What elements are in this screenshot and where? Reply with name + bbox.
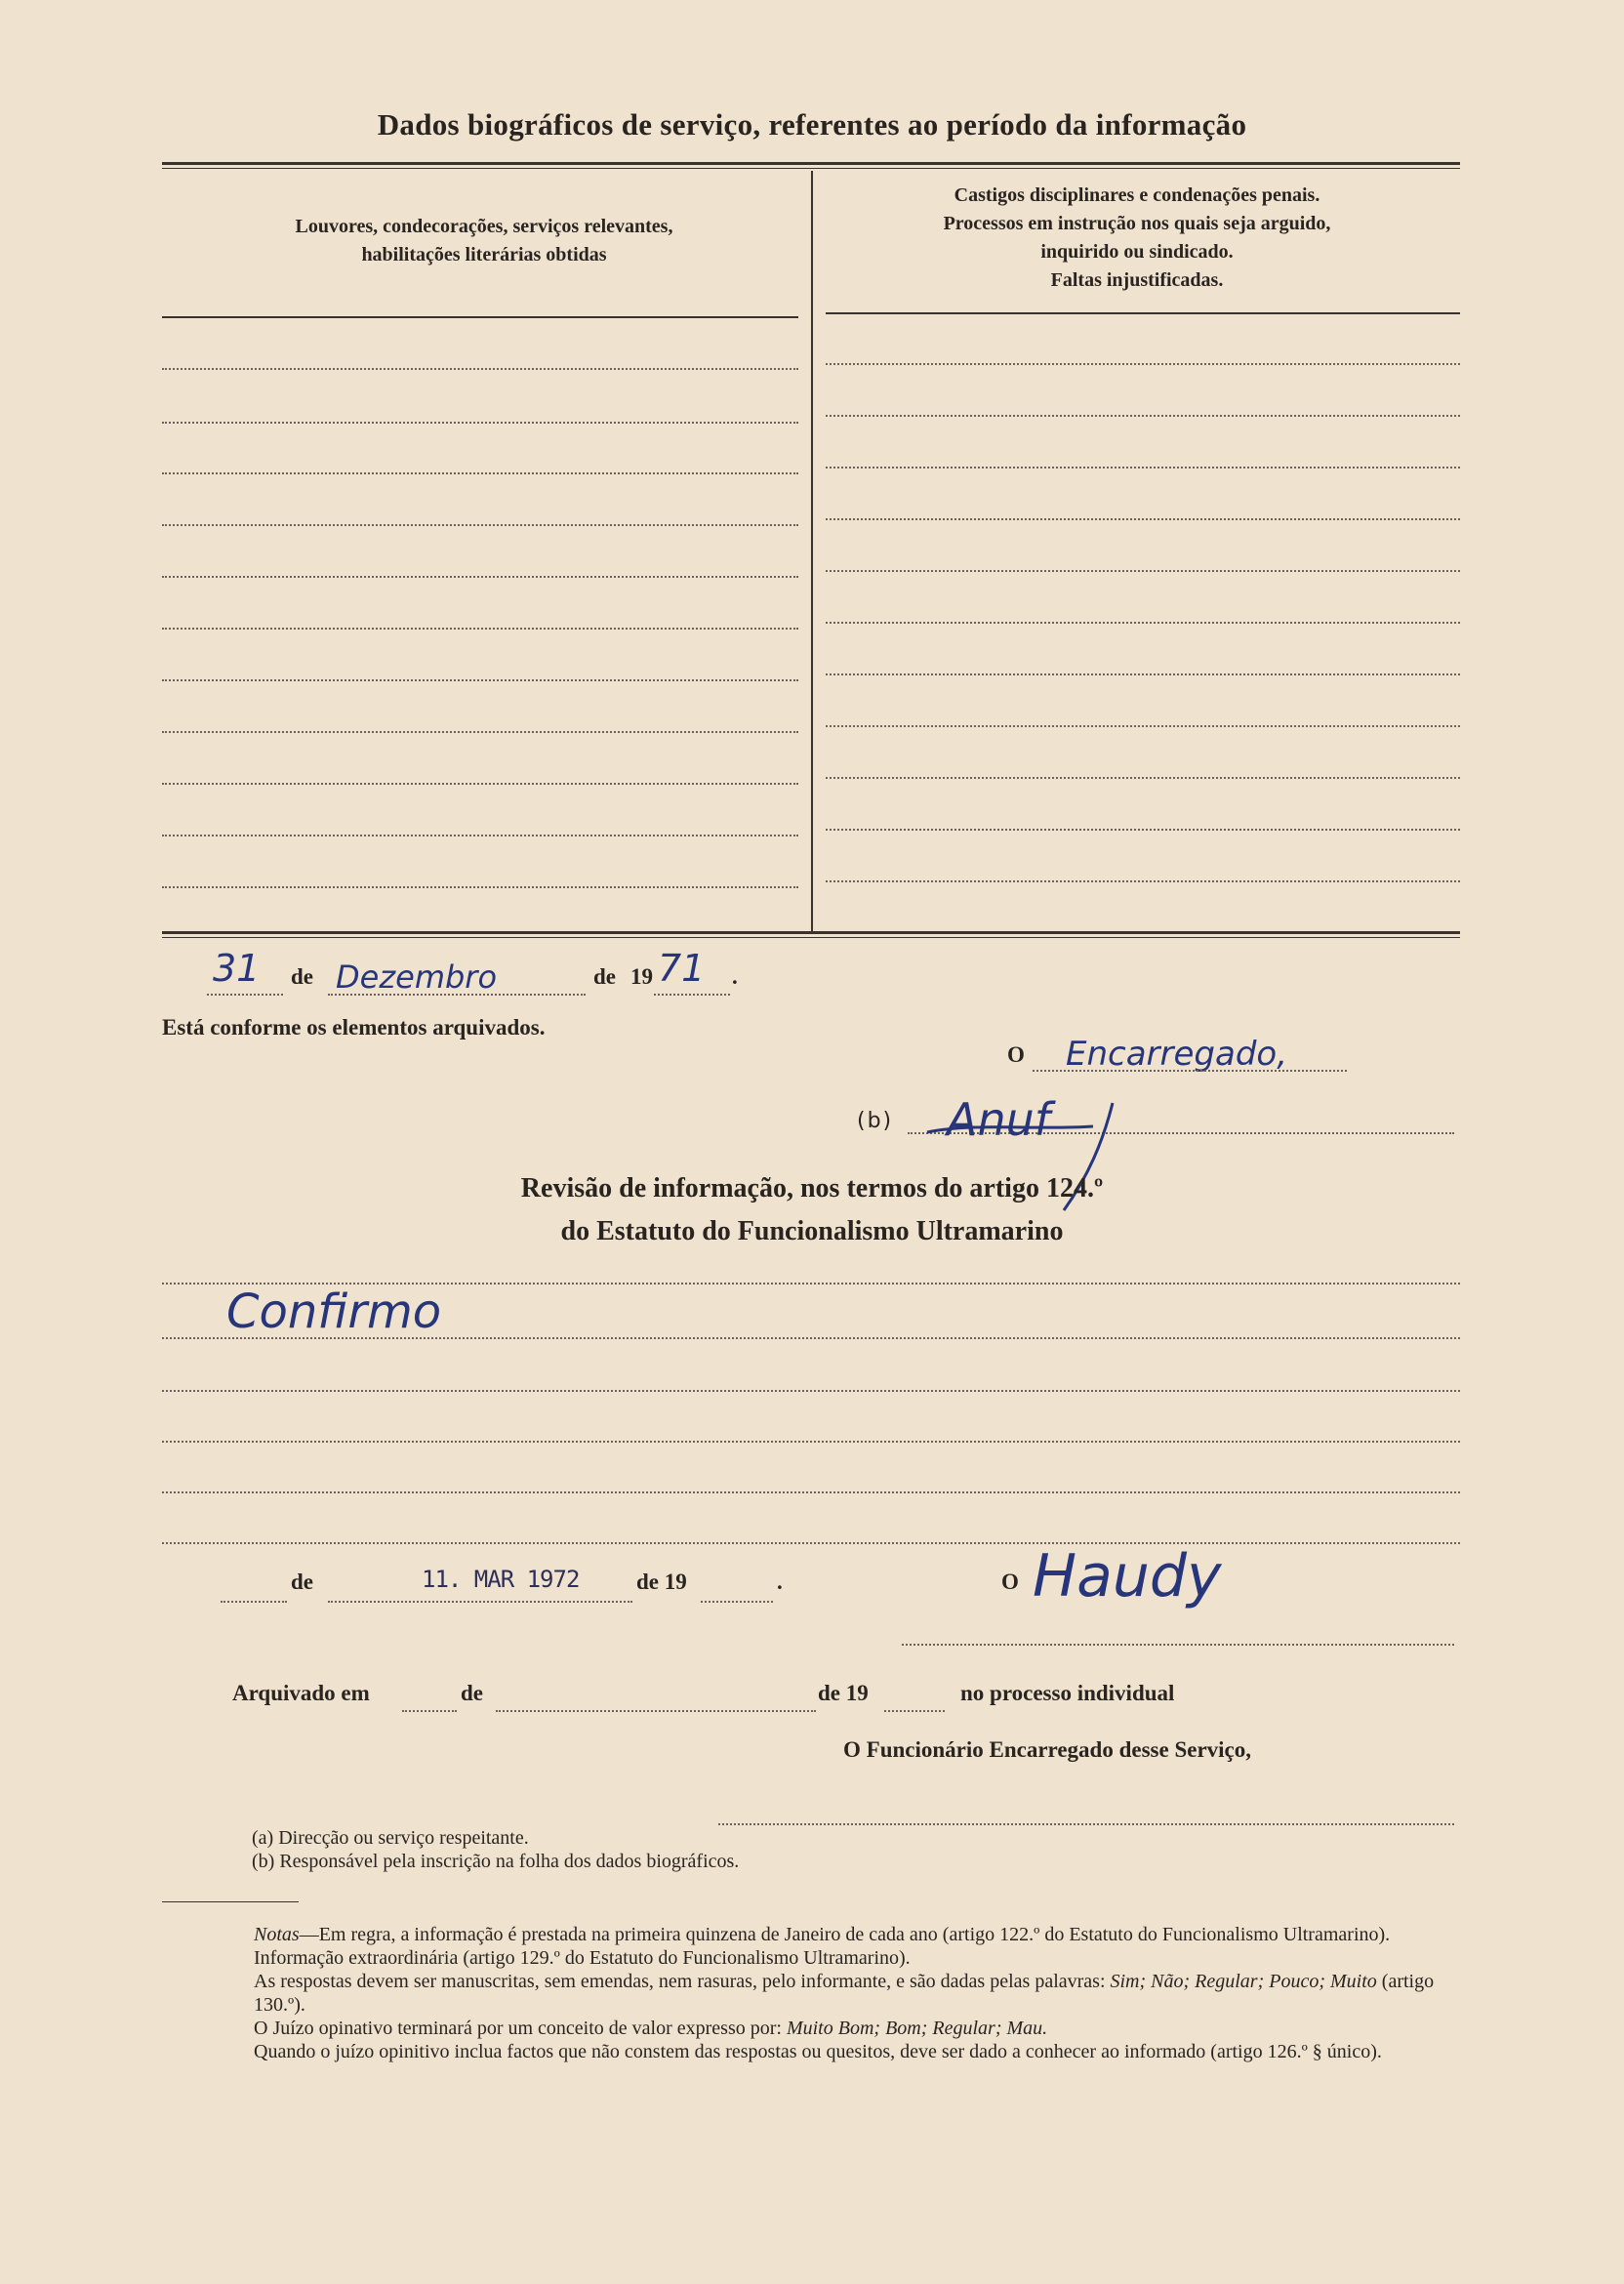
left-row-line bbox=[162, 679, 798, 681]
column-divider bbox=[811, 171, 813, 932]
left-column-header: Louvores, condecorações, serviços relevantes, habilitações literárias obtidas bbox=[295, 216, 673, 265]
right-row-line bbox=[826, 415, 1460, 417]
arquivado-line-2 bbox=[496, 1710, 816, 1712]
date2-year-line bbox=[701, 1601, 773, 1603]
notes-block bbox=[162, 1923, 1460, 2063]
o-letter: O bbox=[1007, 1042, 1025, 1067]
date2-stamp-line bbox=[328, 1601, 632, 1603]
right-column-header: Castigos disciplinares e condenações penais. Processos em instrução nos quais seja arguido, inquirido ou sindicado. Faltas injustificadas. bbox=[943, 184, 1331, 291]
right-row-line bbox=[826, 673, 1460, 675]
arquivado-line-1 bbox=[402, 1710, 457, 1712]
arquivado-de-1: de bbox=[461, 1681, 483, 1705]
table-bottom-rule bbox=[162, 931, 1460, 934]
right-row-line bbox=[826, 518, 1460, 520]
signature-2: Haudy bbox=[1033, 1542, 1222, 1611]
year-line bbox=[654, 994, 730, 996]
date-year-prefix: 19 bbox=[630, 964, 653, 989]
date-year-suffix: 71 bbox=[658, 947, 706, 990]
right-row-line bbox=[826, 570, 1460, 572]
date2-de-2: de 19 bbox=[636, 1570, 687, 1594]
role-line bbox=[1033, 1070, 1347, 1072]
right-row-line bbox=[826, 829, 1460, 831]
right-row-line bbox=[826, 725, 1460, 727]
revisao-line bbox=[162, 1441, 1460, 1443]
date-de-2: de bbox=[593, 964, 616, 989]
left-header-underline bbox=[162, 316, 798, 318]
left-row-line bbox=[162, 422, 798, 424]
left-row-line bbox=[162, 835, 798, 836]
date-day: 31 bbox=[213, 947, 261, 990]
page-title: Dados biográficos de serviço, referentes ao período da informação bbox=[377, 107, 1247, 142]
left-row-line bbox=[162, 731, 798, 733]
right-row-line bbox=[826, 622, 1460, 624]
notes-p3: As respostas devem ser manuscritas, sem emendas, nem rasuras, pelo informante, e são dadas pelas palavras: Sim; Não; Regular; Pouco; Muito (artigo 130.º). bbox=[254, 1971, 1435, 2016]
date-month: Dezembro bbox=[336, 958, 498, 996]
date-de-1: de bbox=[291, 964, 313, 989]
revisao-title: Revisão de informação, nos termos do artigo 124.º do Estatuto do Funcionalismo Ultramarino bbox=[520, 1173, 1104, 1246]
footnote-b: (b) Responsável pela inscrição na folha dos dados biográficos. bbox=[252, 1851, 740, 1872]
o-letter-2: O bbox=[1001, 1570, 1019, 1594]
right-header-underline bbox=[826, 312, 1460, 314]
revisao-line bbox=[162, 1491, 1460, 1493]
right-row-line bbox=[826, 467, 1460, 469]
left-row-line bbox=[162, 576, 798, 578]
left-row-line bbox=[162, 628, 798, 630]
funcionario-text: O Funcionário Encarregado desse Serviço, bbox=[843, 1737, 1252, 1762]
revisao-line bbox=[162, 1390, 1460, 1392]
month-line bbox=[328, 994, 586, 996]
left-row-line bbox=[162, 783, 798, 785]
day-line bbox=[207, 994, 283, 996]
date2-stamp: 11. MAR 1972 bbox=[422, 1566, 580, 1593]
notes-separator bbox=[162, 1901, 299, 1902]
date2-end: . bbox=[777, 1570, 783, 1594]
notes-p2: Informação extraordinária (artigo 129.º do Estatuto do Funcionalismo Ultramarino). bbox=[254, 1947, 911, 1969]
notes-p5: Quando o juízo opinitivo inclua factos que não constem das respostas ou quesitos, deve ser dado a conhecer ao informado (artigo 126.º § único). bbox=[254, 2041, 1382, 2062]
date2-pre-line bbox=[221, 1601, 287, 1603]
footnote-a: (a) Direcção ou serviço respeitante. bbox=[252, 1827, 529, 1849]
top-rule-thin bbox=[162, 168, 1460, 169]
revisao-line bbox=[162, 1542, 1460, 1544]
left-row-line bbox=[162, 368, 798, 370]
left-row-line bbox=[162, 472, 798, 474]
notes-p4: O Juízo opinativo terminará por um conceito de valor expresso por: Muito Bom; Bom; Regular; Mau. bbox=[254, 2018, 1048, 2039]
right-row-line bbox=[826, 777, 1460, 779]
funcionario-signature-line bbox=[718, 1823, 1454, 1825]
left-row-line bbox=[162, 886, 798, 888]
role-handwritten: Encarregado, bbox=[1066, 1035, 1288, 1074]
arquivado-end: no processo individual bbox=[960, 1681, 1175, 1705]
revisao-handwritten: Confirmo bbox=[226, 1285, 442, 1339]
arquivado-line-3 bbox=[884, 1710, 945, 1712]
date2-de-1: de bbox=[291, 1570, 313, 1594]
arquivado-de-2: de 19 bbox=[818, 1681, 869, 1705]
signature-b: Anuf bbox=[947, 1093, 1050, 1146]
right-row-line bbox=[826, 880, 1460, 882]
table-bottom-rule-thin bbox=[162, 937, 1460, 938]
conforme-text: Está conforme os elementos arquivados. bbox=[162, 1015, 546, 1040]
b-label: (b) bbox=[857, 1109, 894, 1133]
top-rule bbox=[162, 162, 1460, 165]
date-end: . bbox=[732, 964, 738, 989]
signature-2-line bbox=[902, 1644, 1454, 1646]
notes-p1: Notas—Em regra, a informação é prestada na primeira quinzena de Janeiro de cada ano (artigo 122.º do Estatuto do Funcionalismo Ultramarino). bbox=[254, 1924, 1391, 1945]
left-row-line bbox=[162, 524, 798, 526]
right-row-line bbox=[826, 363, 1460, 365]
arquivado-label: Arquivado em bbox=[232, 1681, 370, 1705]
